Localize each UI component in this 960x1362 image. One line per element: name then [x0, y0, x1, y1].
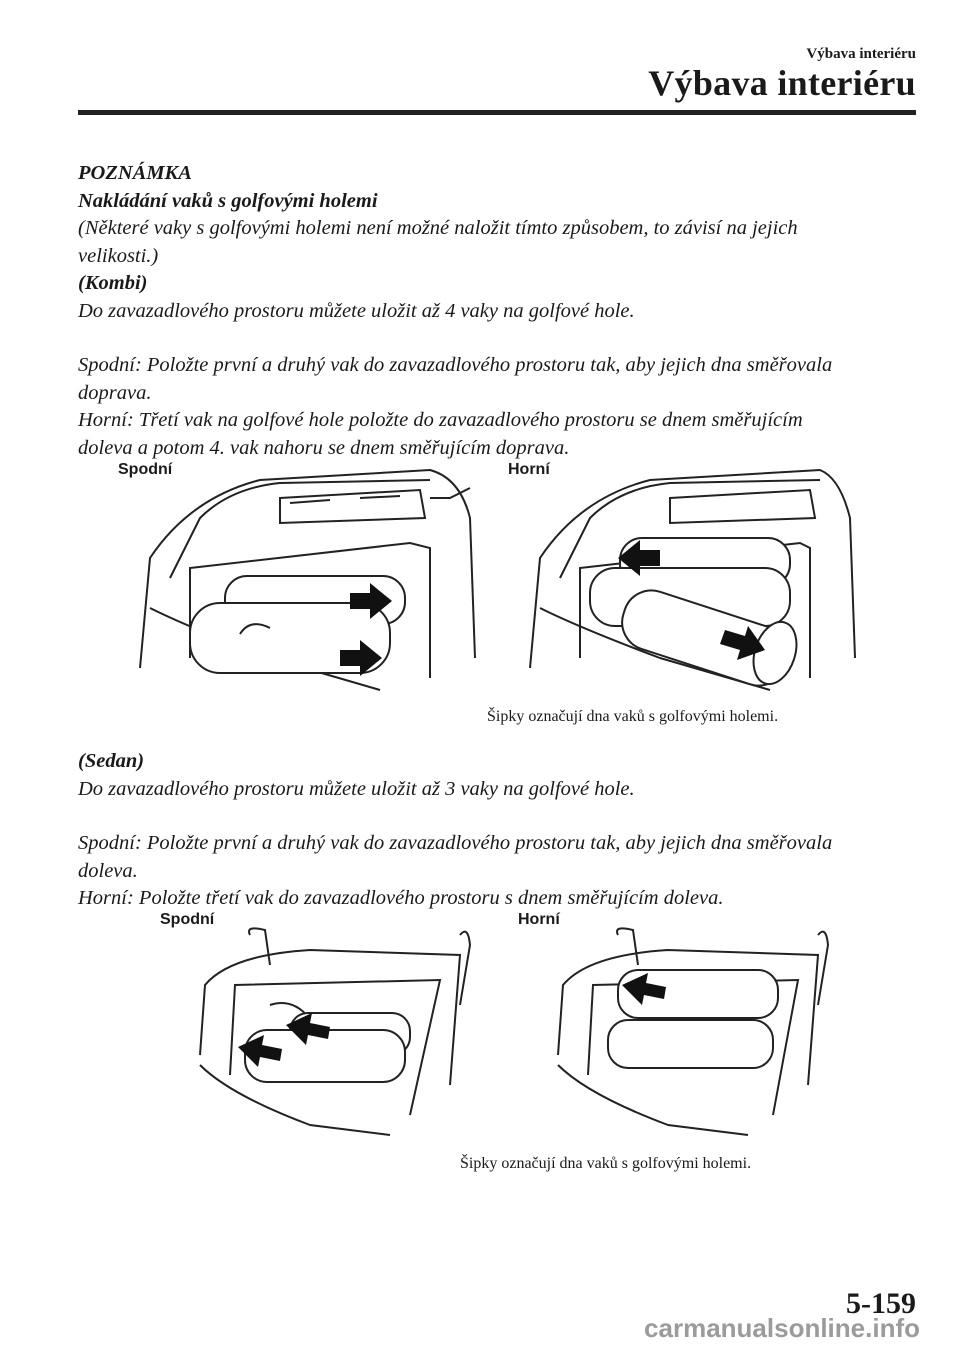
kombi-upper-text-cont: doleva a potom 4. vak nahoru se dnem směřujícím doprava.: [78, 436, 570, 459]
note-intro-cont: velikosti.): [78, 244, 159, 267]
kombi-upper-illustration: [520, 458, 860, 698]
kombi-caption: Šipky označují dna vaků s golfovými holemi.: [487, 708, 779, 725]
kombi-lower-text-cont: doprava.: [78, 381, 152, 404]
kombi-fig-lower-label: Spodní: [118, 461, 173, 478]
section-title: Výbava interiéru: [648, 63, 916, 103]
kombi-title: (Kombi): [78, 272, 148, 294]
sedan-fig-upper-label: Horní: [518, 911, 560, 928]
sedan-title: (Sedan): [78, 750, 145, 772]
kombi-fig-upper-label: Horní: [508, 461, 550, 478]
section-subtitle: Výbava interiéru: [806, 46, 916, 62]
watermark: carmanualsonline.info: [644, 1313, 920, 1343]
header-divider: [78, 110, 916, 115]
sedan-lower-text-cont: doleva.: [78, 859, 138, 882]
sedan-content: [78, 748, 916, 913]
sedan-lower-text: Spodní: Položte první a druhý vak do zavazadlového prostoru tak, aby jejich dna směřovala: [78, 832, 833, 854]
sedan-caption: Šipky označují dna vaků s golfovými holemi.: [460, 1155, 752, 1172]
sedan-fig-lower-label: Spodní: [160, 911, 215, 928]
note-intro: (Některé vaky s golfovými holemi není možné naložit tímto způsobem, to závisí na jejich: [78, 217, 798, 239]
kombi-lower-text: Spodní: Položte první a druhý vak do zavazadlového prostoru tak, aby jejich dna směřovala: [78, 354, 833, 376]
sedan-upper-text: Horní: Položte třetí vak do zavazadlového prostoru s dnem směřujícím doleva.: [78, 887, 724, 909]
kombi-upper-text: Horní: Třetí vak na golfové hole položte do zavazadlového prostoru se dnem směřujícím: [78, 409, 803, 431]
sedan-capacity: Do zavazadlového prostoru můžete uložit až 3 vaky na golfové hole.: [78, 777, 635, 800]
note-label: POZNÁMKA: [78, 162, 192, 184]
kombi-lower-illustration: [130, 458, 490, 698]
page-number: 5-159: [846, 1287, 916, 1320]
sedan-upper-illustration: [548, 925, 858, 1140]
sedan-lower-illustration: [190, 925, 490, 1140]
note-content: [78, 160, 916, 462]
note-heading: Nakládání vaků s golfovými holemi: [78, 189, 378, 212]
kombi-capacity: Do zavazadlového prostoru můžete uložit až 4 vaky na golfové hole.: [78, 299, 635, 322]
